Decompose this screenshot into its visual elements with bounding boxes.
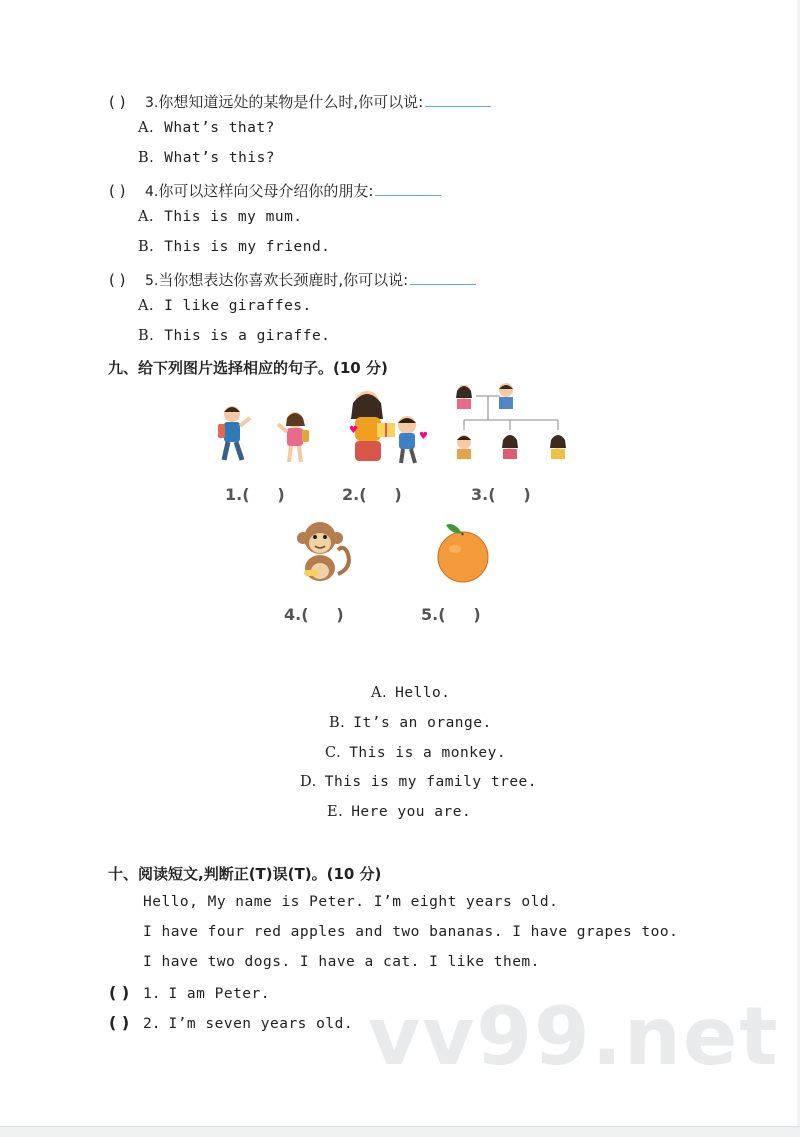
option-b <box>138 328 330 344</box>
option-text: I like giraffes. <box>164 298 312 314</box>
section-10-title: 十、阅读短文,判断正(T)误(T)。(10 分) <box>108 865 382 883</box>
question-number: 3. <box>145 95 159 111</box>
option-text: This is a giraffe. <box>164 328 331 344</box>
answer-blank-line[interactable] <box>410 270 476 285</box>
choice-text: Hello. <box>395 685 451 701</box>
question-3 <box>109 91 491 112</box>
option-label: B. <box>138 328 155 344</box>
answer-paren[interactable]: ( ) <box>109 93 126 111</box>
tf-number: 1. <box>143 986 161 1002</box>
question-number: 5. <box>145 273 159 289</box>
option-label: A. <box>138 120 155 136</box>
choice-b <box>329 715 492 731</box>
choice-label: B. <box>329 715 346 731</box>
choice-label: C. <box>325 745 342 761</box>
passage-line: I have four red apples and two bananas. I have grapes too. <box>143 924 679 940</box>
choice-text: This is a monkey. <box>349 745 507 761</box>
choice-label: E. <box>327 804 344 820</box>
option-text: What’s this? <box>164 150 276 166</box>
choice-a <box>371 685 450 701</box>
choice-label: D. <box>300 774 317 790</box>
option-b <box>138 239 330 255</box>
question-text: 你可以这样向父母介绍你的朋友: <box>158 182 374 200</box>
choice-text: Here you are. <box>351 804 472 820</box>
svg-text:♥: ♥ <box>419 431 428 442</box>
option-text: What’s that? <box>164 120 275 136</box>
choice-c <box>325 745 506 761</box>
svg-text:♥: ♥ <box>349 425 358 436</box>
family-tree-picture <box>450 378 572 468</box>
picture-3-answer[interactable]: 3.( ) <box>471 485 531 504</box>
watermark: vv99.net <box>368 990 780 1083</box>
page-bottom-edge <box>0 1126 800 1137</box>
picture-5-answer[interactable]: 5.( ) <box>421 605 481 624</box>
option-b <box>138 150 275 166</box>
tf-number: 2. <box>143 1016 161 1032</box>
picture-1-answer[interactable]: 1.( ) <box>225 485 285 504</box>
mother-gift-picture <box>345 385 430 467</box>
choice-text: This is my family tree. <box>324 774 538 790</box>
passage-line: I have two dogs. I have a cat. I like them. <box>143 954 540 970</box>
monkey-picture <box>294 516 352 584</box>
answer-paren[interactable]: ( ) <box>109 182 126 200</box>
picture-2-answer[interactable]: 2.( ) <box>342 485 402 504</box>
question-5 <box>109 269 476 290</box>
answer-blank-line[interactable] <box>375 181 441 196</box>
orange-picture <box>432 515 494 585</box>
option-label: A. <box>138 209 155 225</box>
option-label: A. <box>138 298 155 314</box>
question-text: 当你想表达你喜欢长颈鹿时,你可以说: <box>158 271 409 289</box>
answer-blank-line[interactable] <box>425 92 491 107</box>
tf-item-2 <box>109 1013 353 1032</box>
choice-text: It’s an orange. <box>353 715 492 731</box>
picture-4-answer[interactable]: 4.( ) <box>284 605 344 624</box>
choice-label: A. <box>371 685 388 701</box>
option-a <box>138 120 275 136</box>
choice-d <box>300 774 537 790</box>
choice-e <box>327 804 471 820</box>
passage-line: Hello, My name is Peter. I’m eight years old. <box>143 894 559 910</box>
tf-answer-paren[interactable]: ( ) <box>109 1013 130 1032</box>
option-text: This is my friend. <box>164 239 331 255</box>
kids-greeting-picture <box>210 398 320 468</box>
tf-answer-paren[interactable]: ( ) <box>109 983 130 1002</box>
tf-text: I’m seven years old. <box>168 1016 354 1032</box>
question-4 <box>109 180 441 201</box>
section-9-title: 九、给下列图片选择相应的句子。(10 分) <box>108 359 388 377</box>
question-text: 你想知道远处的某物是什么时,你可以说: <box>158 93 424 111</box>
option-a <box>138 209 303 225</box>
option-label: B. <box>138 239 155 255</box>
question-number: 4. <box>145 184 159 200</box>
option-text: This is my mum. <box>164 209 303 225</box>
tf-item-1 <box>109 983 270 1002</box>
option-a <box>138 298 312 314</box>
answer-paren[interactable]: ( ) <box>109 271 126 289</box>
option-label: B. <box>138 150 155 166</box>
tf-text: I am Peter. <box>168 986 270 1002</box>
